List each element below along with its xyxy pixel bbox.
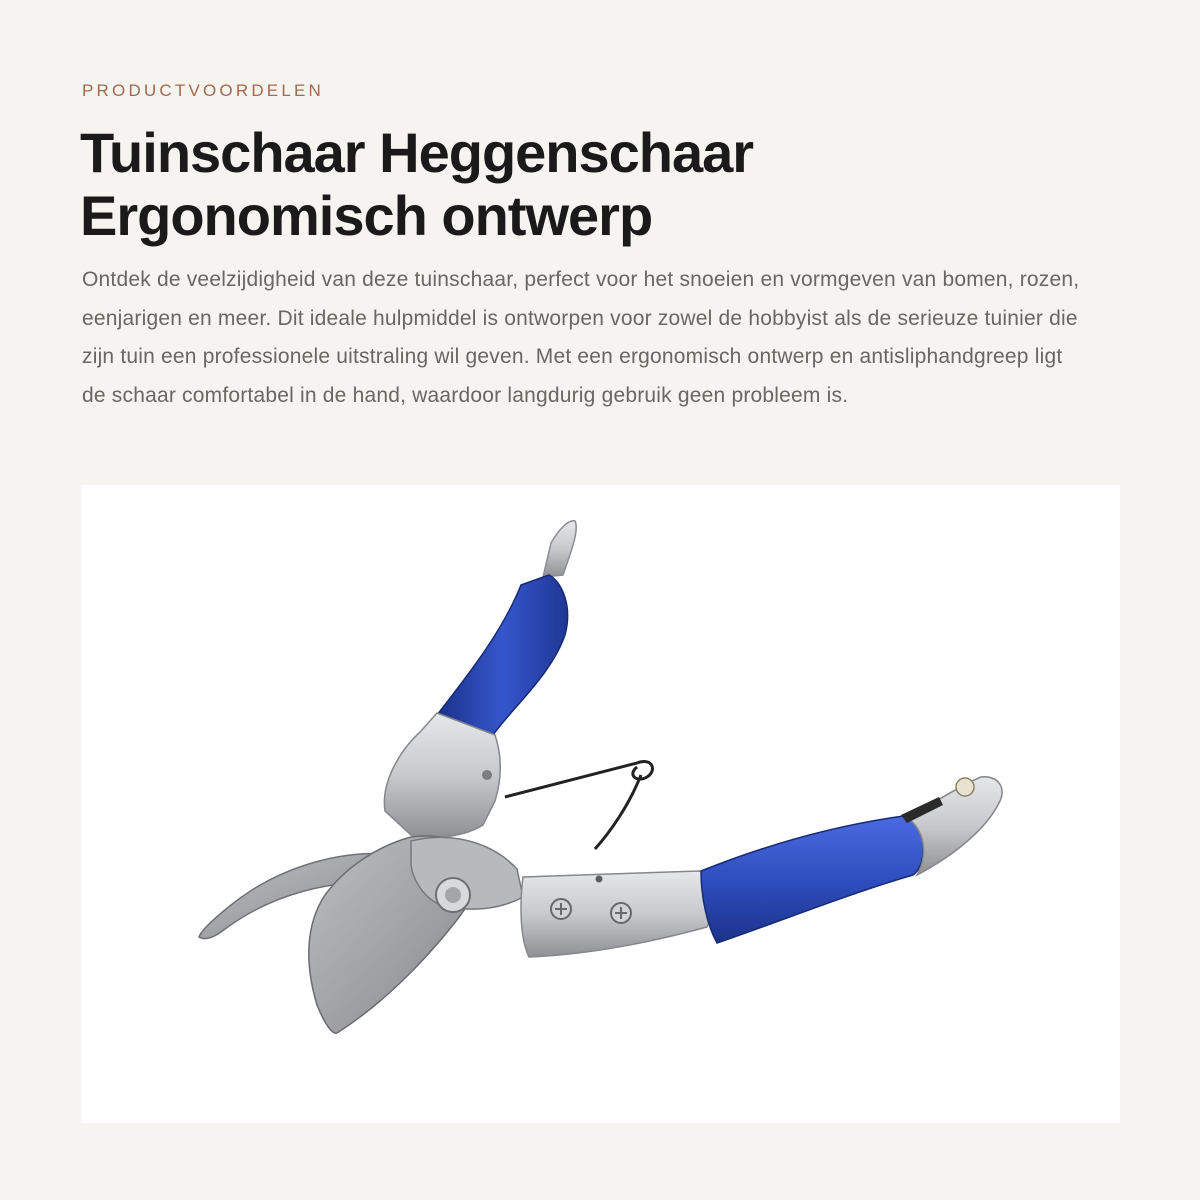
section-eyebrow: PRODUCTVOORDELEN xyxy=(82,81,325,100)
lower-handle-grip xyxy=(701,815,923,943)
page-title xyxy=(80,121,1080,247)
lock-button xyxy=(956,778,974,796)
product-image xyxy=(81,485,1120,1123)
page-title-line-1: Tuinschaar Heggenschaar xyxy=(80,121,754,184)
spring xyxy=(505,762,652,849)
page-title-line-2: Ergonomisch ontwerp xyxy=(80,184,653,247)
product-description: Ontdek de veelzijdigheid van deze tuinschaar, perfect voor het snoeien en vormgeven van bomen, rozen, eenjarigen en meer. Dit ideale hulpmiddel is ontworpen voor zowel de hobbyist als de serieuze tuinier die zijn tuin een professionele uitstraling wil geven. Met een ergonomisch ontwerp en antisliphandgreep ligt de schaar comfortabel in de hand, waardoor langdurig gebruik geen probleem is. xyxy=(82,268,1080,407)
upper-handle-metal-tip xyxy=(543,521,576,577)
upper-handle-grip xyxy=(437,575,568,735)
pruning-shears-illustration xyxy=(81,485,1120,1123)
upper-screw xyxy=(482,770,492,780)
